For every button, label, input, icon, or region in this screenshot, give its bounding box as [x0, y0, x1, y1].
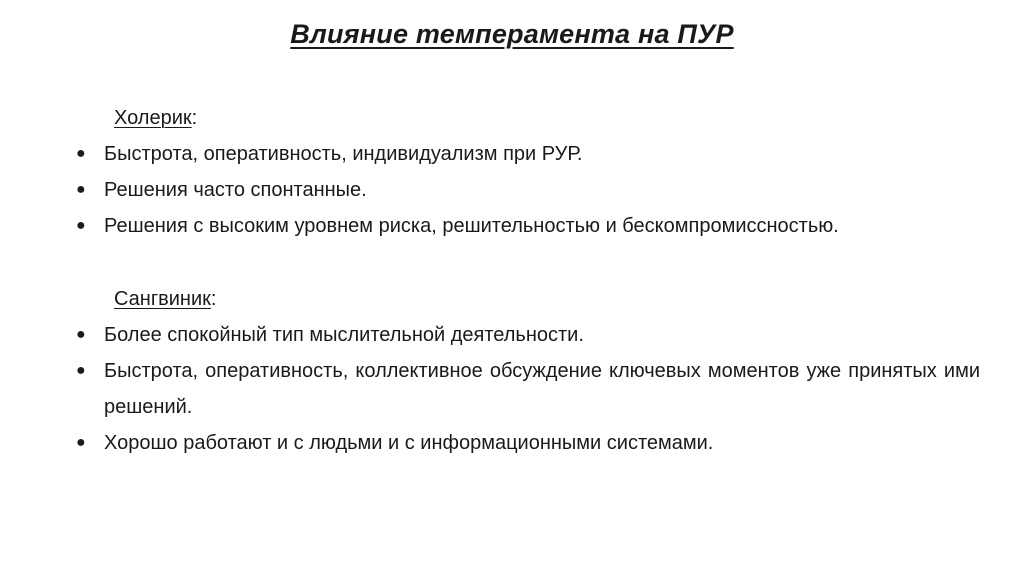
list-item [70, 208, 980, 244]
list-item [70, 317, 980, 353]
section-heading-label: Холерик [114, 107, 192, 129]
list-item-text: Быстрота, оперативность, индивидуализм при РУР. [104, 143, 583, 165]
list-item [70, 425, 980, 461]
section-heading-label: Сангвиник [114, 288, 211, 310]
bullet-icon: ● [76, 217, 86, 234]
list-item-text: Быстрота, оперативность, коллективное обсуждение ключевых моментов уже принятых ими решений. [104, 360, 980, 418]
list-item-text: Более спокойный тип мыслительной деятельности. [104, 324, 584, 346]
list-item [70, 172, 980, 208]
section-heading-colon: : [191, 107, 198, 129]
list-item [70, 353, 980, 425]
section-heading-choleric [70, 100, 980, 136]
bullet-icon: ● [76, 434, 86, 451]
bullet-icon: ● [76, 181, 86, 198]
list-item-text: Решения с высоким уровнем риска, решительностью и бескомпромиссностью. [104, 215, 839, 237]
section-heading-colon: : [210, 288, 217, 310]
list-item-text: Решения часто спонтанные. [104, 179, 367, 201]
slide-content [70, 100, 980, 461]
bullet-icon: ● [76, 145, 86, 162]
bullet-icon: ● [76, 362, 86, 379]
bullet-icon: ● [76, 326, 86, 343]
section-spacer [70, 244, 980, 281]
slide-title: Влияние темперамента на ПУР [290, 19, 734, 49]
section-heading-sanguine [70, 281, 980, 317]
list-item [70, 136, 980, 172]
list-item-text: Хорошо работают и с людьми и с информационными системами. [104, 432, 714, 454]
